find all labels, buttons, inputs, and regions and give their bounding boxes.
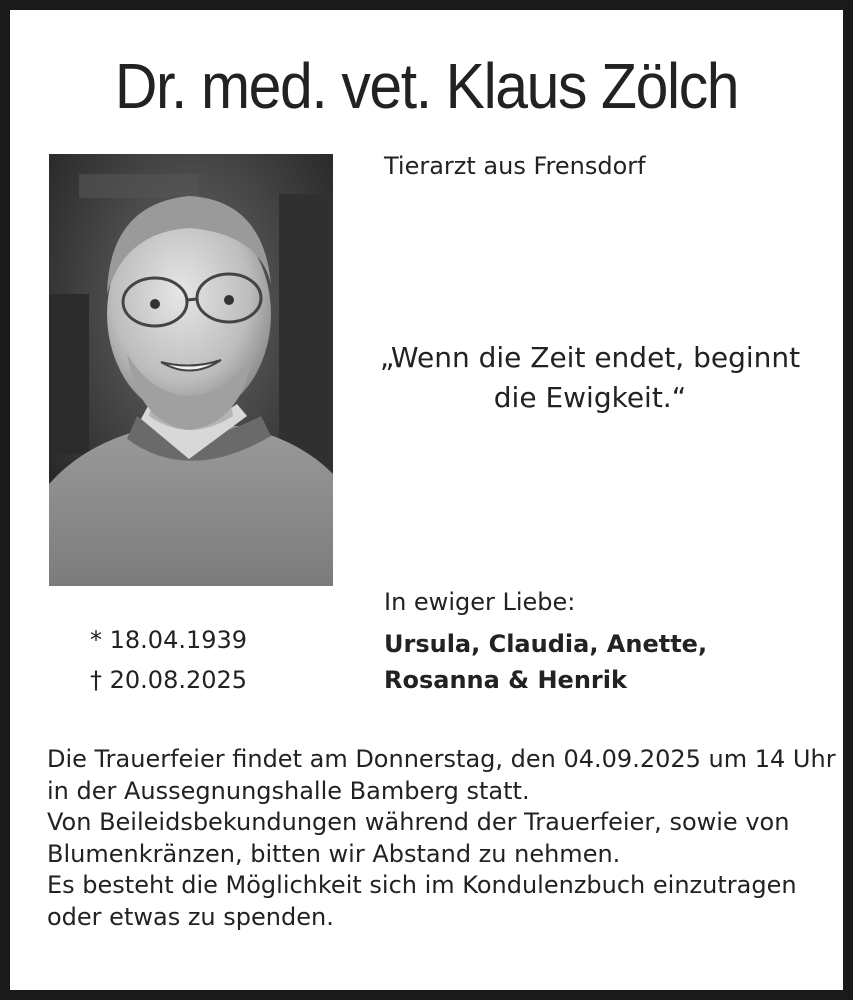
family-names [384,626,707,698]
portrait-photo [49,154,333,586]
quote-line-1: „Wenn die Zeit endet, beginnt [379,341,801,374]
deceased-name-title: Dr. med. vet. Klaus Zölch [114,50,739,122]
family-names-line-2: Rosanna & Henrik [384,666,627,694]
notice-line: Blumenkränzen, bitten wir Abstand zu nehmen. [47,839,621,868]
notice-line: Die Trauerfeier findet am Donnerstag, den 04.09.2025 um 14 Uhr [47,745,836,773]
funeral-notice [47,744,836,933]
life-dates [90,620,290,700]
birth-date: * 18.04.1939 [90,626,248,654]
death-date: † 20.08.2025 [90,666,248,694]
family-label: In ewiger Liebe: [384,588,576,616]
notice-line: oder etwas zu spenden. [47,902,334,931]
memorial-quote [360,338,820,418]
notice-line: Es besteht die Möglichkeit sich im Kondulenzbuch einzutragen [47,871,797,899]
quote-line-2: die Ewigkeit.“ [493,381,687,414]
profession-subtitle: Tierarzt aus Frensdorf [384,152,646,180]
notice-line: Von Beileidsbekundungen während der Trauerfeier, sowie von [47,808,790,836]
notice-line: in der Aussegnungshalle Bamberg statt. [47,776,530,805]
family-names-line-1: Ursula, Claudia, Anette, [384,630,708,658]
